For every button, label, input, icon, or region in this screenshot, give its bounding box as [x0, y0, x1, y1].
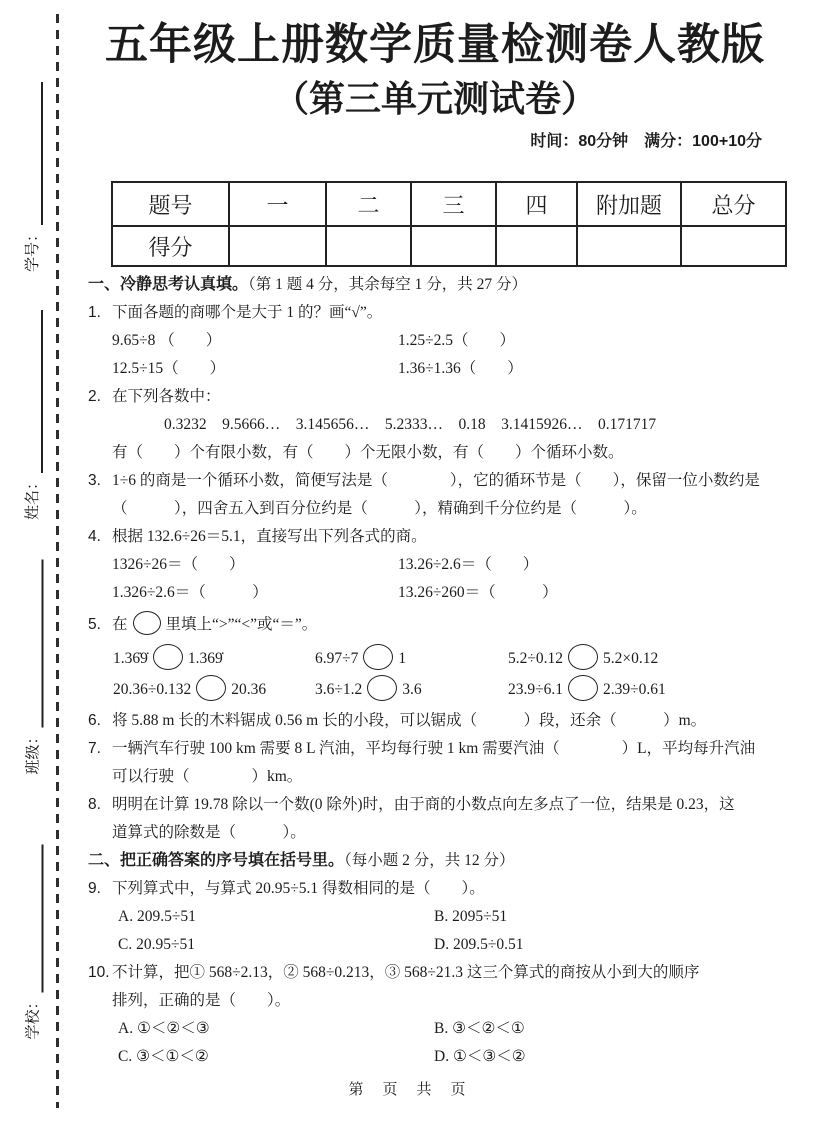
- paper-title: 五年级上册数学质量检测卷人教版: [105, 21, 765, 69]
- score-table-score-row: [112, 226, 786, 266]
- class-blank-line: [27, 560, 44, 728]
- class-label: 班级：: [24, 729, 42, 775]
- question-10-line-1: 不计算，把① 568÷2.13，② 568÷0.213，③ 568÷21.3 这三个算式的商按从小到大的顺序: [112, 964, 700, 981]
- student-no-label: 学号：: [24, 226, 41, 272]
- sidebar-field-name: [23, 310, 43, 520]
- score-header-bonus: 附加题: [577, 182, 681, 226]
- score-header-2: 二: [326, 182, 411, 226]
- question-3-number: 3.: [88, 472, 101, 489]
- question-1-text: 下面各题的商哪个是大于 1 的？画“√”。: [112, 304, 383, 321]
- q4-item-b: 13.26÷2.6＝（ ）: [398, 556, 539, 573]
- name-label: 姓名：: [24, 474, 41, 520]
- question-2-number: 2.: [88, 388, 101, 405]
- question-1-row-1: [88, 327, 770, 355]
- q5-pair-1: [113, 644, 315, 673]
- q5-pair-3: [508, 644, 658, 673]
- question-7-number: 7.: [88, 740, 101, 757]
- q4-item-a: 1326÷26＝（ ）: [112, 556, 245, 573]
- compare-circle-icon: [568, 644, 598, 670]
- q5-pair-6-right: 2.39÷0.61: [603, 681, 666, 698]
- section-1-heading: [88, 271, 770, 299]
- q1-item-a: 9.65÷8 （ ）: [112, 332, 222, 349]
- q10-option-a: A. ①＜②＜③: [118, 1020, 210, 1037]
- question-10-options-cd: [88, 1043, 770, 1071]
- section-2-heading: [88, 847, 770, 875]
- q5-pair-3-left: 5.2÷0.12: [508, 650, 564, 667]
- question-2-blanks: 有（ ）个有限小数，有（ ）个无限小数，有（ ）个循环小数。: [112, 444, 624, 461]
- question-9-options-ab: [88, 903, 770, 931]
- q5-pair-5-left: 3.6÷1.2: [315, 681, 363, 698]
- question-10: [88, 959, 770, 987]
- question-6-text: 将 5.88 m 长的木料锯成 0.56 m 长的小段，可以锯成（ ）段，还余（ ）m。: [112, 712, 707, 729]
- question-8-line-1: 明明在计算 19.78 除以一个数(0 除外)时，由于商的小数点向左多点了一位，结果是 0.23，这: [112, 796, 735, 813]
- q1-item-d: 1.36÷1.36（ ）: [398, 360, 523, 377]
- q5-pair-3-right: 5.2×0.12: [603, 650, 659, 667]
- question-7-line-1: 一辆汽车行驶 100 km 需要 8 L 汽油，平均每行驶 1 km 需要汽油（ ）L，平均每升汽油: [112, 740, 756, 757]
- score-cell-4: [496, 226, 577, 266]
- question-6: [88, 707, 770, 735]
- question-1: [88, 299, 770, 327]
- question-4-row-2: [88, 579, 770, 607]
- q9-option-c: C. 20.95÷51: [118, 936, 195, 953]
- section-1-note: （第 1 题 4 分，其余每空 1 分，共 27 分）: [248, 276, 528, 293]
- question-6-number: 6.: [88, 712, 101, 729]
- margin-dashed-divider: [56, 14, 59, 1108]
- question-3: [88, 467, 770, 495]
- score-cell-3: [411, 226, 496, 266]
- school-label: 学校：: [24, 994, 42, 1040]
- question-5-lead-before: 在: [112, 616, 128, 633]
- question-10-options-ab: [88, 1015, 770, 1043]
- student-no-blank-line: [26, 82, 43, 225]
- question-5-lead-after: 里填上“>”“<”或“＝”。: [165, 616, 318, 633]
- q10-option-c: C. ③＜①＜②: [118, 1048, 209, 1065]
- sidebar-field-class: [24, 560, 44, 775]
- q5-pair-6-left: 23.9÷6.1: [508, 681, 564, 698]
- score-cell-2: [326, 226, 411, 266]
- score-cell-1: [229, 226, 326, 266]
- q5-pair-6: [508, 675, 666, 704]
- section-2-note: （每小题 2 分，共 12 分）: [344, 852, 515, 869]
- question-2-numbers: 0.3232 9.5666… 3.145656… 5.2333… 0.18 3.1415926… 0.171717: [164, 416, 657, 433]
- question-4-number: 4.: [88, 528, 101, 545]
- questions-area: [88, 271, 770, 1071]
- question-2: [88, 383, 770, 411]
- score-header-timu: 题号: [112, 182, 229, 226]
- section-2-title: 二、把正确答案的序号填在括号里。: [88, 852, 345, 869]
- question-9-number: 9.: [88, 880, 101, 897]
- question-3-line-1: 1÷6 的商是一个循环小数，简便写法是（ ），它的循环节是（ ），保留一位小数约是: [112, 472, 760, 489]
- question-7: [88, 735, 770, 763]
- q5-pair-4-right: 20.36: [231, 681, 267, 698]
- question-9: [88, 875, 770, 903]
- q5-pair-1-left: 1.36̇9̇: [113, 650, 148, 667]
- compare-circle-icon: [153, 644, 183, 670]
- question-8: [88, 791, 770, 819]
- question-10-number: 10.: [88, 964, 110, 981]
- score-header-total: 总分: [681, 182, 786, 226]
- score-cell-bonus: [577, 226, 681, 266]
- question-7-line-2: 可以行驶（ ）km。: [112, 768, 303, 785]
- question-4: [88, 523, 770, 551]
- q10-option-d: D. ①＜③＜②: [434, 1048, 526, 1065]
- q10-option-b: B. ③＜②＜①: [434, 1020, 525, 1037]
- question-5: [88, 611, 770, 639]
- question-1-row-2: [88, 355, 770, 383]
- question-4-text: 根据 132.6÷26＝5.1，直接写出下列各式的商。: [112, 528, 427, 545]
- q1-item-b: 1.25÷2.5（ ）: [398, 332, 516, 349]
- sidebar-field-school: [24, 845, 44, 1040]
- question-1-number: 1.: [88, 304, 101, 321]
- name-blank-line: [26, 310, 43, 473]
- question-5-number: 5.: [88, 616, 101, 633]
- q9-option-b: B. 2095÷51: [434, 908, 508, 925]
- q5-pair-4: [113, 675, 315, 704]
- compare-circle-icon: [367, 675, 397, 701]
- q5-pair-2-right: 1: [398, 650, 407, 667]
- score-header-1: 一: [229, 182, 326, 226]
- q5-pair-2-left: 6.97÷7: [315, 650, 359, 667]
- q5-pair-2: [315, 644, 508, 673]
- q1-item-c: 12.5÷15（ ）: [112, 360, 226, 377]
- header: [90, 0, 780, 151]
- score-header-3: 三: [411, 182, 496, 226]
- score-table: [111, 181, 787, 267]
- compare-circle-icon: [196, 675, 226, 701]
- score-header-4: 四: [496, 182, 577, 226]
- compare-circle-icon: [133, 611, 161, 635]
- question-8-number: 8.: [88, 796, 101, 813]
- paper-subtitle: （第三单元测试卷）: [272, 77, 597, 119]
- question-8-line-2: 道算式的除数是（ ）。: [112, 824, 306, 841]
- time-score-meta: 时间：80分钟 满分：100+10分: [530, 132, 762, 150]
- section-1-title: 一、冷静思考认真填。: [88, 276, 249, 293]
- q5-pair-5-right: 3.6: [402, 681, 422, 698]
- score-cell-total: [681, 226, 786, 266]
- q5-pair-4-left: 20.36÷0.132: [113, 681, 192, 698]
- q4-item-c: 1.326÷2.6＝（ ）: [112, 584, 268, 601]
- q4-item-d: 13.26÷260＝（ ）: [398, 584, 558, 601]
- q9-option-a: A. 209.5÷51: [118, 908, 196, 925]
- q5-pair-5: [315, 675, 508, 704]
- compare-circle-icon: [363, 644, 393, 670]
- q9-option-d: D. 209.5÷0.51: [434, 936, 524, 953]
- school-blank-line: [27, 845, 44, 993]
- question-9-options-cd: [88, 931, 770, 959]
- question-9-text: 下列算式中，与算式 20.95÷5.1 得数相同的是（ ）。: [112, 880, 485, 897]
- question-10-line-2: 排列，正确的是（ ）。: [112, 992, 291, 1009]
- score-row-label: 得分: [112, 226, 229, 266]
- question-4-row-1: [88, 551, 770, 579]
- sidebar-field-student-no: [23, 82, 43, 272]
- question-2-text: 在下列各数中：: [112, 388, 221, 405]
- question-5-row-2: [88, 674, 770, 705]
- compare-circle-icon: [568, 675, 598, 701]
- page-footer: 第 页 共 页: [348, 1082, 468, 1098]
- score-table-header-row: [112, 182, 786, 226]
- question-3-line-2: （ ），四舍五入到百分位约是（ ），精确到千分位约是（ ）。: [112, 500, 647, 517]
- q5-pair-1-right: 1.369̇: [187, 650, 223, 667]
- question-5-row-1: [88, 643, 770, 674]
